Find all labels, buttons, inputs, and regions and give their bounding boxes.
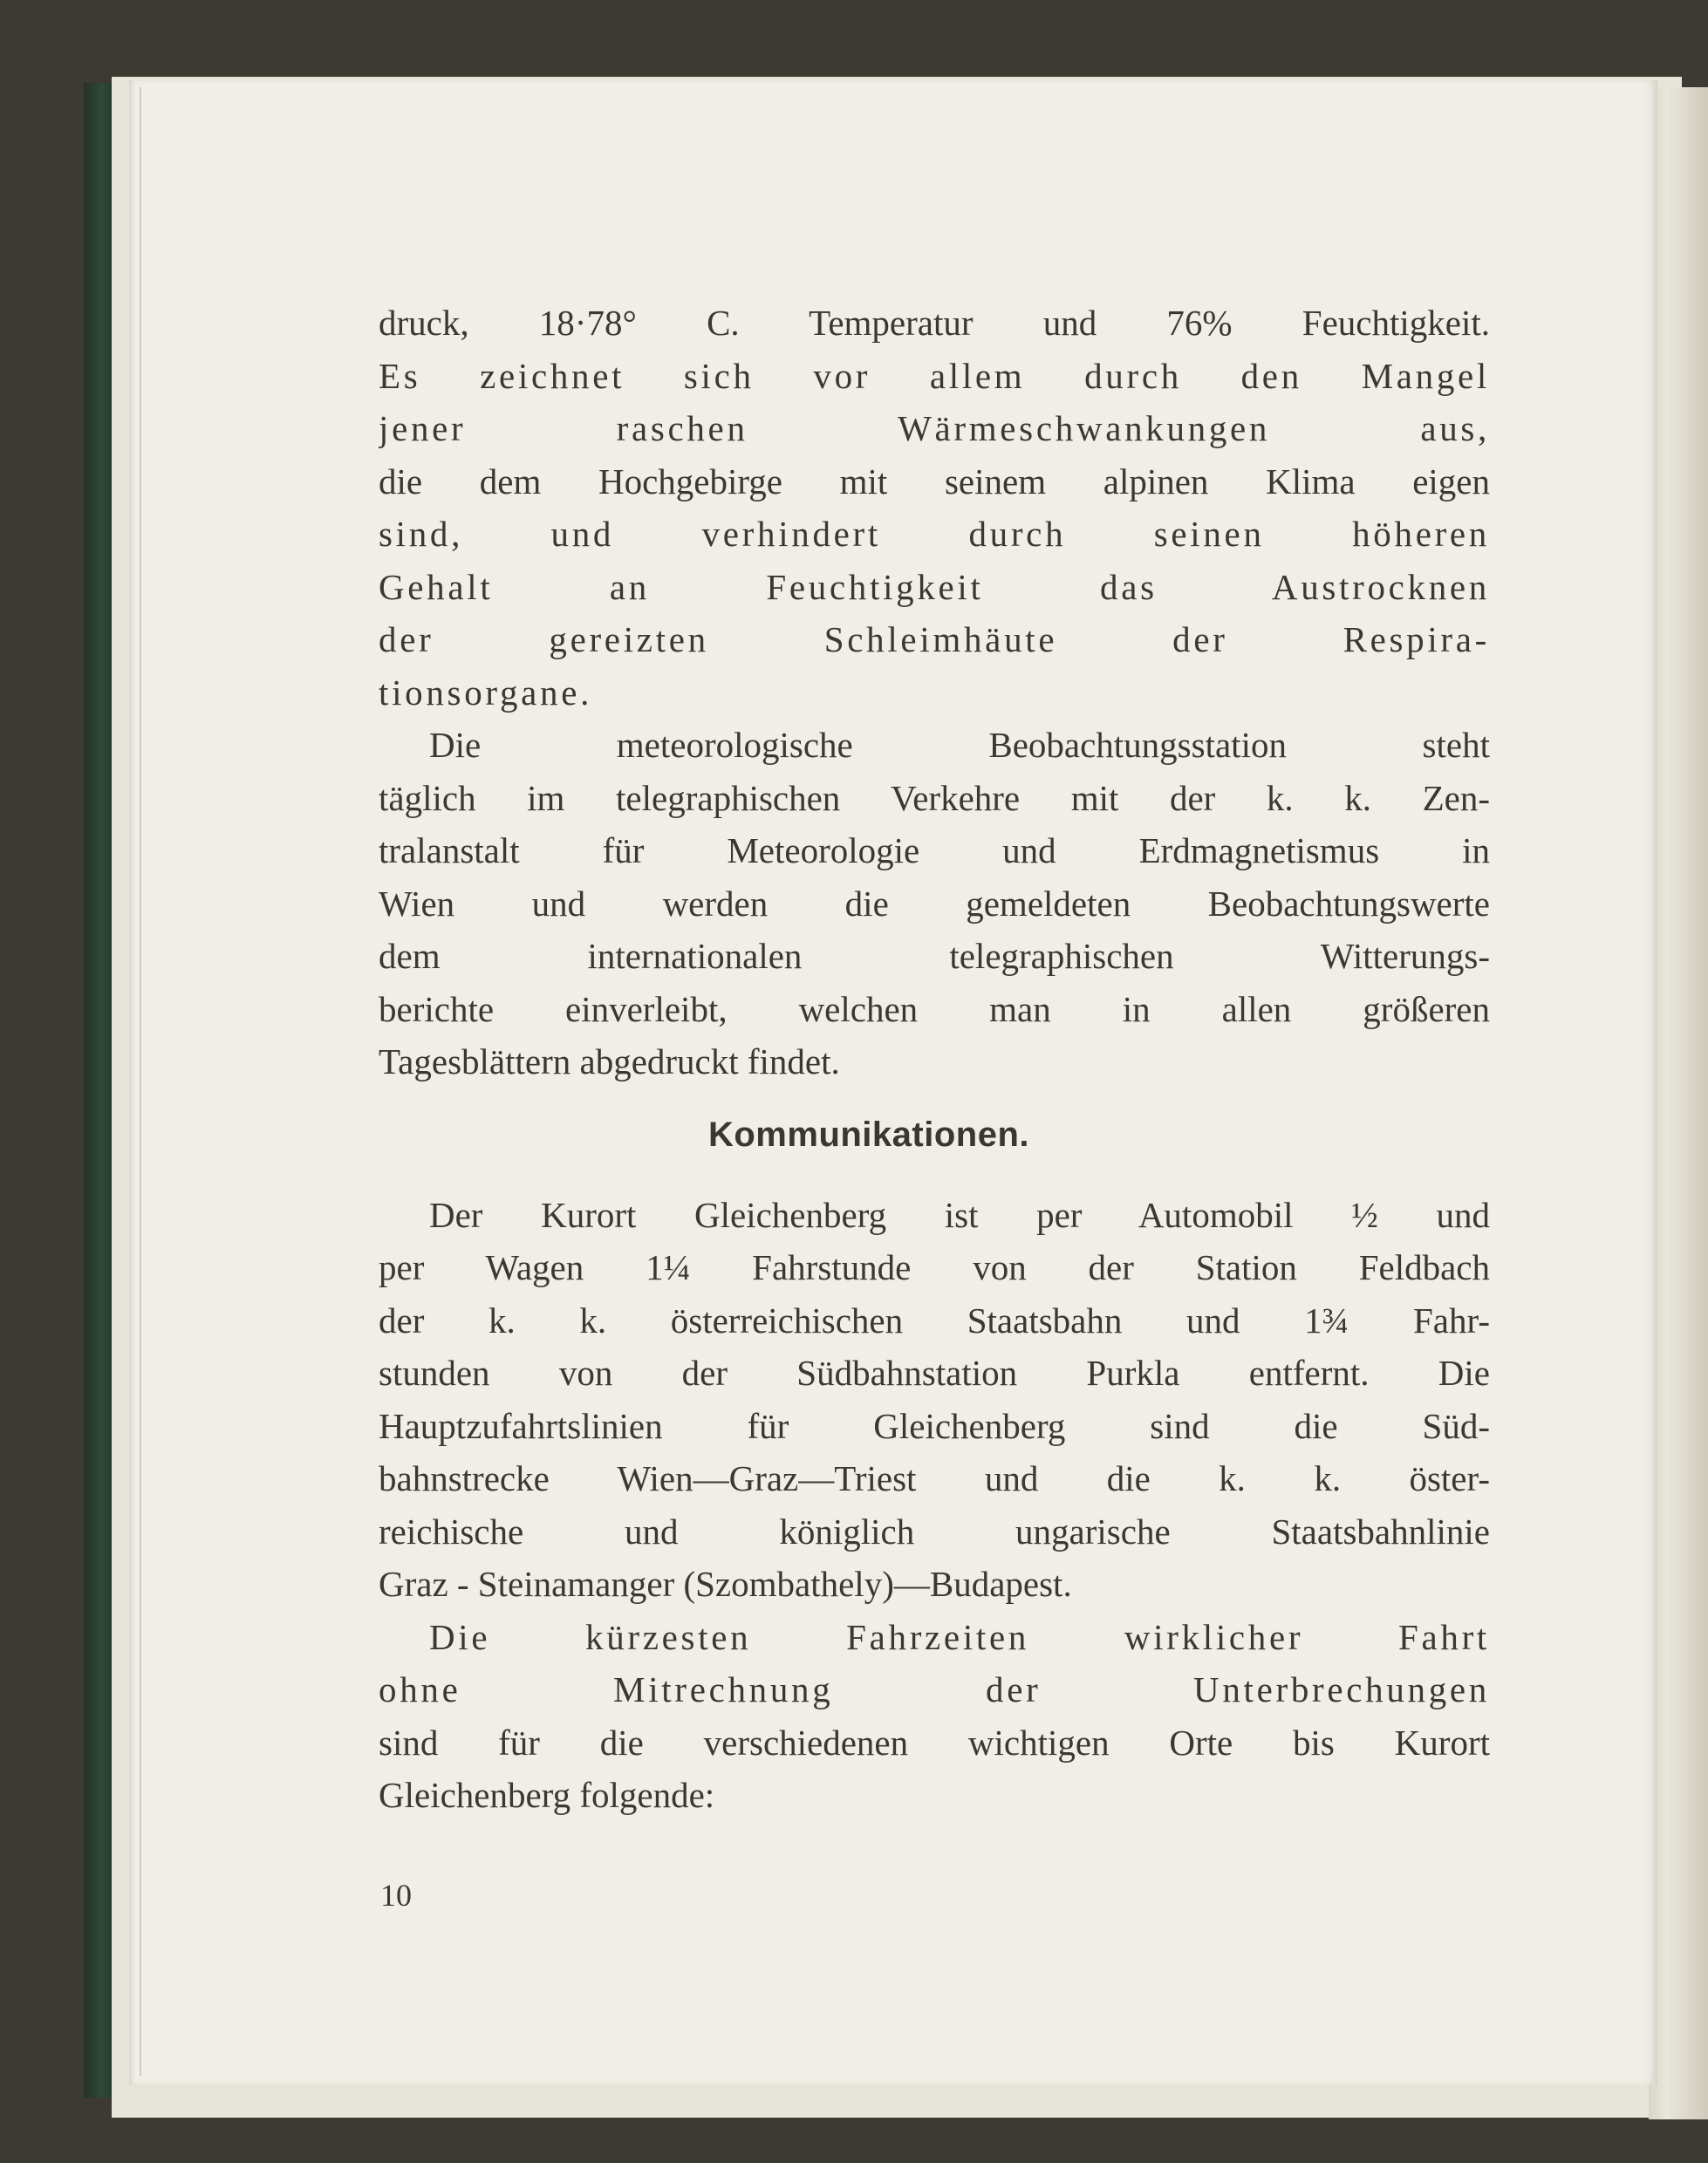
text-line: Die kürzesten Fahrzeiten wirklicher Fahrt (429, 1616, 1490, 1657)
paragraph-climate (379, 297, 1490, 719)
text-line: der k. k. österreichischen Staatsbahn und 1¾ Fahr- (379, 1300, 1490, 1341)
text-line: sind für die verschiedenen wichtigen Orte bis Kurort (379, 1722, 1490, 1763)
text-line: Hauptzufahrtslinien für Gleichenberg sind die Süd- (379, 1405, 1490, 1446)
section-heading: Kommunikationen. (707, 1115, 1030, 1154)
text-line: Die meteorologische Beobachtungsstation steht (429, 725, 1490, 765)
text-line: ohne Mitrechnung der Unterbrechungen (379, 1669, 1490, 1709)
text-line: tralanstalt für Meteorologie und Erdmagnetismus in (379, 830, 1490, 870)
text-line: Graz - Steinamanger (Szombathely)—Budapest. (379, 1564, 1072, 1604)
text-line: sind, und verhindert durch seinen höheren (379, 514, 1490, 554)
text-line: tionsorgane. (379, 672, 593, 713)
text-line: Gleichenberg folgende: (379, 1775, 715, 1815)
text-line: bahnstrecke Wien—Graz—Triest und die k. k. öster- (379, 1458, 1490, 1498)
paragraph-meteorology (379, 719, 1490, 1088)
page-number: 10 (380, 1878, 412, 1913)
paragraph-travel (379, 1189, 1490, 1611)
facing-page-edge (1649, 87, 1708, 2119)
text-line: per Wagen 1¼ Fahrstunde von der Station Feldbach (379, 1247, 1490, 1287)
text-line: die dem Hochgebirge mit seinem alpinen Klima eigen (379, 461, 1490, 502)
text-line: Es zeichnet sich vor allem durch den Mangel (379, 355, 1490, 396)
text-line: Der Kurort Gleichenberg ist per Automobil ½ und (429, 1194, 1490, 1235)
text-line: dem internationalen telegraphischen Witterungs- (379, 936, 1490, 976)
text-line: Wien und werden die gemeldeten Beobachtungswerte (379, 883, 1490, 924)
text-line: stunden von der Südbahnstation Purkla entfernt. Die (379, 1353, 1490, 1393)
page-text (379, 297, 1490, 1822)
text-line: Gehalt an Feuchtigkeit das Austrocknen (379, 566, 1490, 607)
text-line: täglich im telegraphischen Verkehre mit der k. k. Zen- (379, 777, 1490, 818)
text-line: der gereizten Schleimhäute der Respira- (379, 619, 1490, 659)
text-line: reichische und königlich ungarische Staatsbahnlinie (379, 1511, 1490, 1552)
paragraph-travel-times (379, 1611, 1490, 1822)
text-line: Tagesblättern abgedruckt findet. (379, 1041, 840, 1082)
page-gutter-line (140, 87, 141, 2076)
text-line: berichte einverleibt, welchen man in allen größeren (379, 988, 1490, 1029)
text-line: jener raschen Wärmeschwankungen aus, (379, 408, 1490, 448)
text-line: druck, 18·78° C. Temperatur und 76% Feuchtigkeit. (379, 303, 1490, 343)
